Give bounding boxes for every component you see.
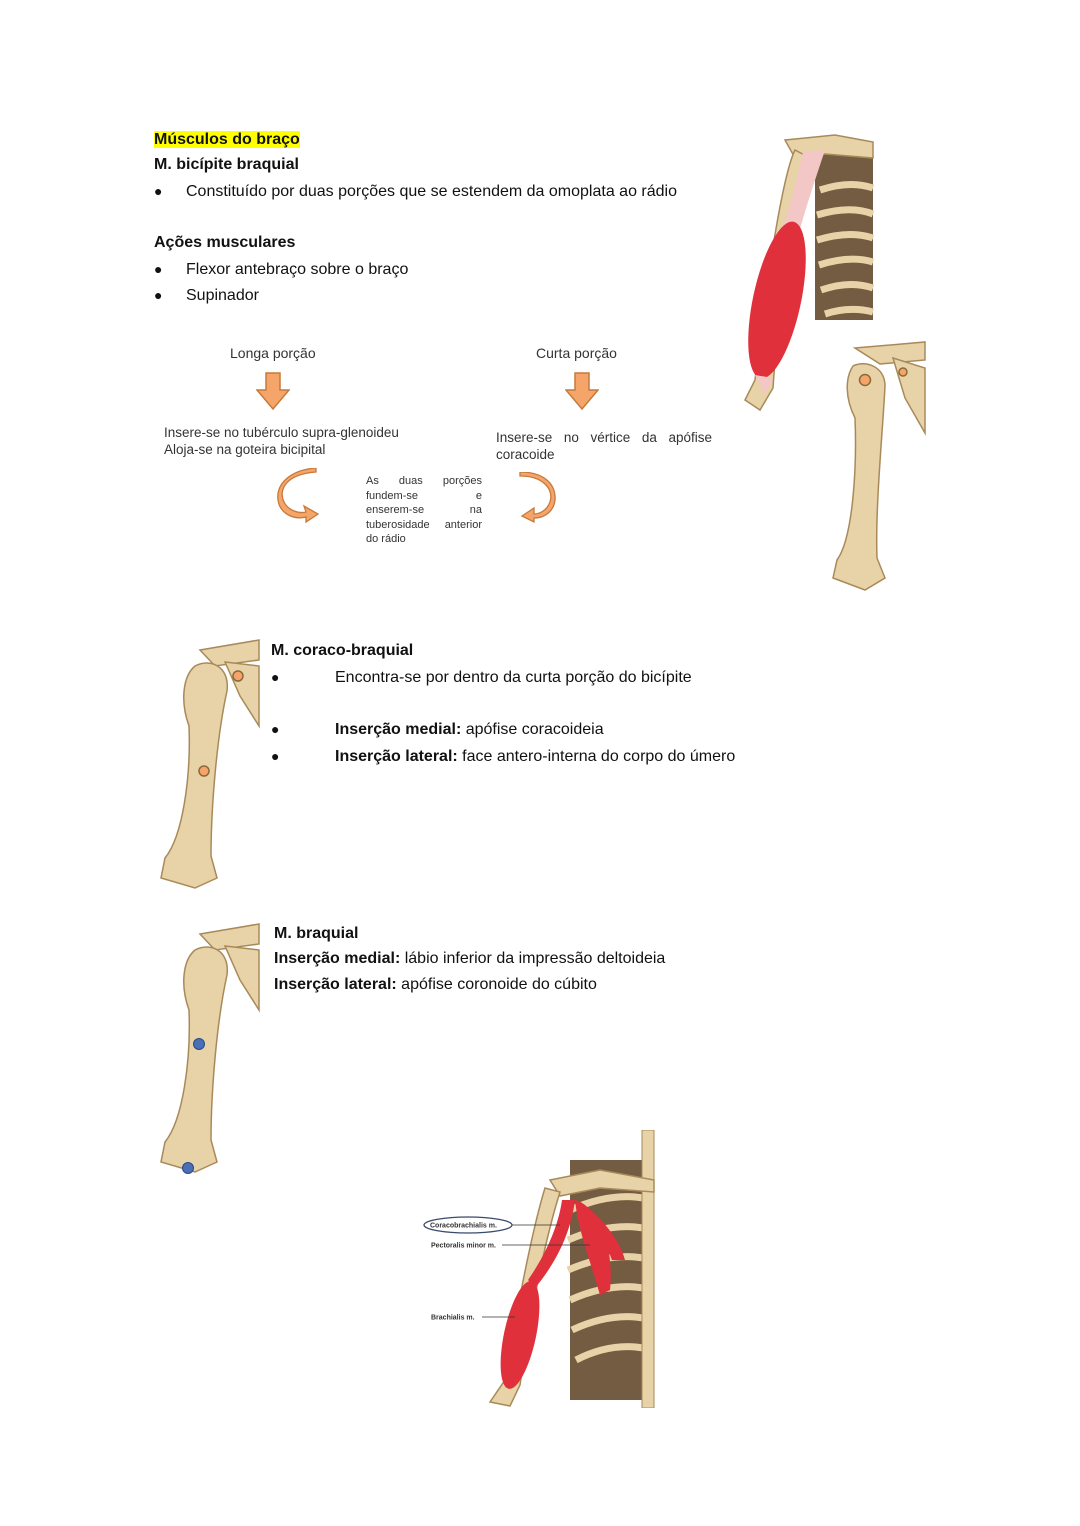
brachial-title: M. braquial [274,925,359,942]
left-text-line: Aloja-se na goteira bicipital [164,442,326,457]
action-text: Supinador [186,287,259,304]
center-line: enserem-se na [366,504,482,516]
line-label: Inserção lateral: [274,976,397,993]
insertion-marker [899,368,907,376]
humerus-figure-right [825,338,927,593]
center-line: As duas porções [366,475,482,487]
insertion-marker [233,671,243,681]
actions-title: Ações musculares [154,234,296,251]
action-item [154,256,408,283]
section-title [154,127,300,153]
insertion-marker [860,375,871,386]
bullet-icon: ● [271,669,280,685]
center-line: do rádio [366,533,406,545]
diagram-right-title: Curta porção [536,345,617,361]
diagram-center-text [366,474,482,547]
coracobrachial-bullet [271,664,692,691]
line-label: Inserção medial: [274,950,401,967]
coracobrachial-bone-figure [155,636,260,891]
label-brachialis: Brachialis m. [431,1314,475,1322]
bullet-text: Encontra-se por dentro da curta porção do bicípite [335,669,692,686]
coracobrachial-title: M. coraco-braquial [271,642,414,659]
center-line: tuberosidade anterior [366,518,482,531]
biceps-title: M. bicípite braquial [154,156,299,173]
diagram-left-text [164,424,399,458]
bullet-value: apófise coracoideia [461,721,604,738]
biceps-bullet [154,178,677,205]
brachial-line [274,946,665,972]
bullet-icon: ● [271,748,280,764]
coracobrachial-bullet [271,716,604,743]
bullet-icon: ● [154,287,163,303]
down-arrow-icon [256,372,290,410]
line-value: apófise coronoide do cúbito [396,976,597,993]
label-pectoralis-minor: Pectoralis minor m. [431,1242,496,1250]
brachial-line [274,972,597,998]
bullet-label: Inserção medial: [335,721,462,738]
curved-arrow-right-icon [518,472,556,524]
bullet-icon: ● [154,183,163,199]
bullet-value: face antero-interna do corpo do úmero [457,748,736,765]
curved-arrow-left-icon [276,468,320,524]
insertion-marker [194,1039,205,1050]
coracobrachial-bullet [271,743,735,770]
diagram-left-title: Longa porção [230,345,316,361]
down-arrow-icon [565,372,599,410]
insertion-marker [199,766,209,776]
action-text: Flexor antebraço sobre o braço [186,261,409,278]
brachial-bone-figure [155,920,260,1178]
label-coracobrachialis: Coracobrachialis m. [430,1222,497,1230]
section-title-text: Músculos do braço [154,131,300,148]
bullet-icon: ● [154,261,163,277]
center-line: fundem-se e [366,489,482,502]
bullet-icon: ● [271,721,280,737]
line-value: lábio inferior da impressão deltoideia [400,950,666,967]
diagram-right-text: Insere-se no vértice da apófise coracoide [496,430,712,462]
action-item [154,282,259,309]
left-text-line: Insere-se no tubérculo supra-glenoideu [164,425,399,440]
muscles-labeled-figure [420,1130,655,1408]
bullet-label: Inserção lateral: [335,748,458,765]
insertion-marker [183,1163,194,1174]
bullet-text: Constituído por duas porções que se estendem da omoplata ao rádio [186,183,677,200]
